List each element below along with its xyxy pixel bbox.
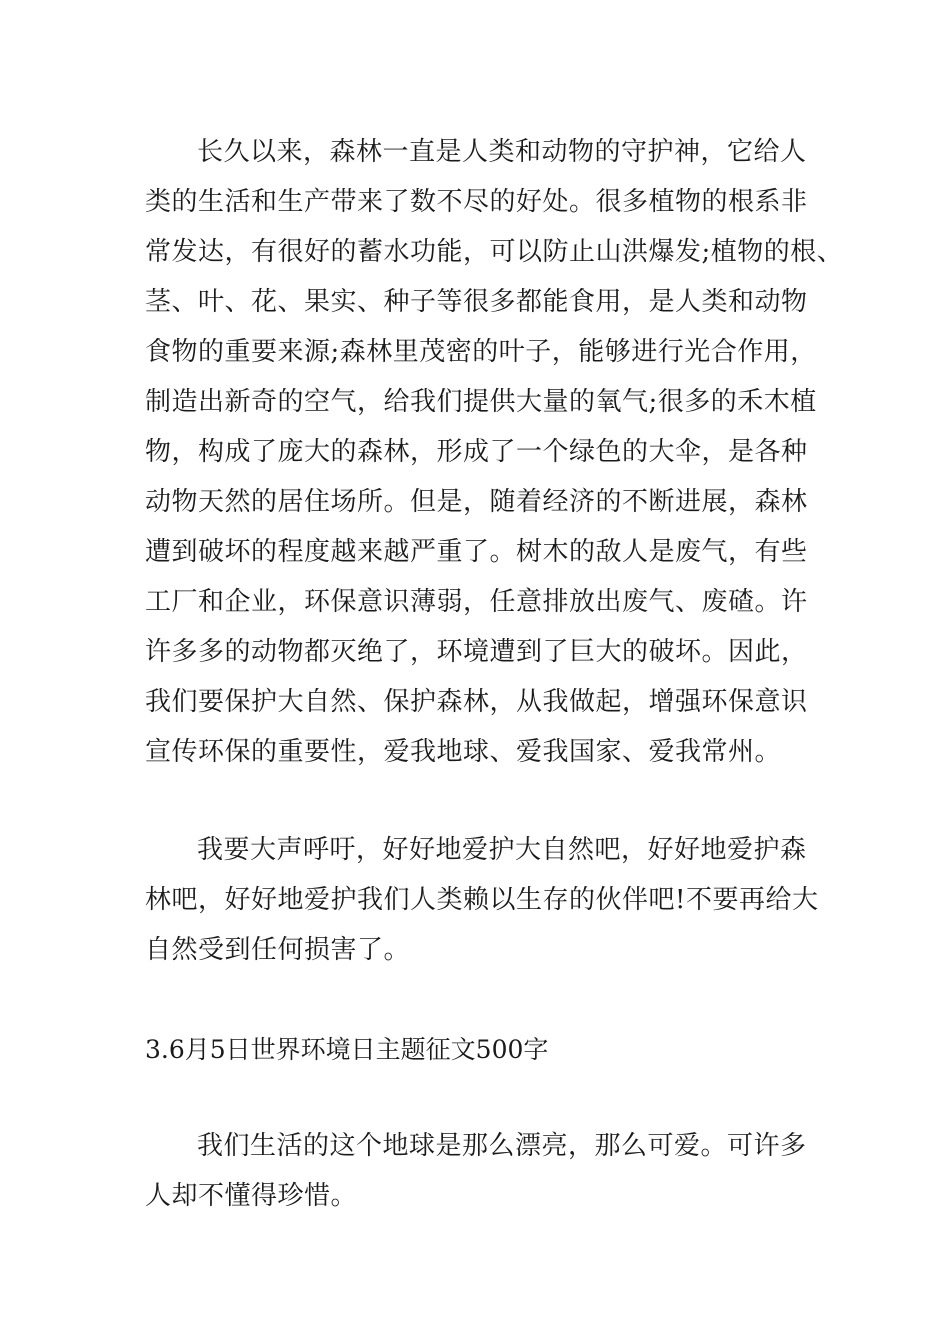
paragraph-1-line-2: 类的生活和生产带来了数不尽的好处。很多植物的根系非 [145,187,808,217]
paragraph-2-line-1: 我要大声呼吁，好好地爱护大自然吧，好好地爱护森 [197,835,807,865]
paragraph-1-line-13: 宣传环保的重要性，爱我地球、爱我国家、爱我常州。 [145,737,782,767]
paragraph-1-line-4: 茎、叶、花、果实、种子等很多都能食用，是人类和动物 [145,287,808,317]
paragraph-2-line-3: 自然受到任何损害了。 [145,935,411,965]
section-heading: 3.6月5日世界环境日主题征文500字 [145,1035,549,1064]
paragraph-1-line-11: 许多多的动物都灭绝了，环境遭到了巨大的破坏。因此， [145,637,808,667]
paragraph-1-line-10: 工厂和企业，环保意识薄弱，任意排放出废气、废碴。许 [145,587,808,617]
paragraph-1-line-7: 物，构成了庞大的森林，形成了一个绿色的大伞，是各种 [145,437,808,467]
paragraph-1-line-5: 食物的重要来源;森林里茂密的叶子，能够进行光合作用， [145,337,817,367]
paragraph-1-line-3: 常发达，有很好的蓄水功能，可以防止山洪爆发;植物的根、 [145,237,844,267]
paragraph-3-line-2: 人却不懂得珍惜。 [145,1181,358,1211]
paragraph-1-line-12: 我们要保护大自然、保护森林，从我做起，增强环保意识 [145,687,808,717]
paragraph-3-line-1: 我们生活的这个地球是那么漂亮，那么可爱。可许多 [197,1131,807,1161]
paragraph-1-line-1: 长久以来，森林一直是人类和动物的守护神，它给人 [197,137,807,167]
paragraph-1-line-8: 动物天然的居住场所。但是，随着经济的不断进展，森林 [145,487,808,517]
paragraph-2-line-2: 林吧，好好地爱护我们人类赖以生存的伙伴吧!不要再给大 [145,885,819,915]
paragraph-1-line-9: 遭到破坏的程度越来越严重了。树木的敌人是废气，有些 [145,537,808,567]
paragraph-1-line-6: 制造出新奇的空气，给我们提供大量的氧气;很多的禾木植 [145,387,817,417]
